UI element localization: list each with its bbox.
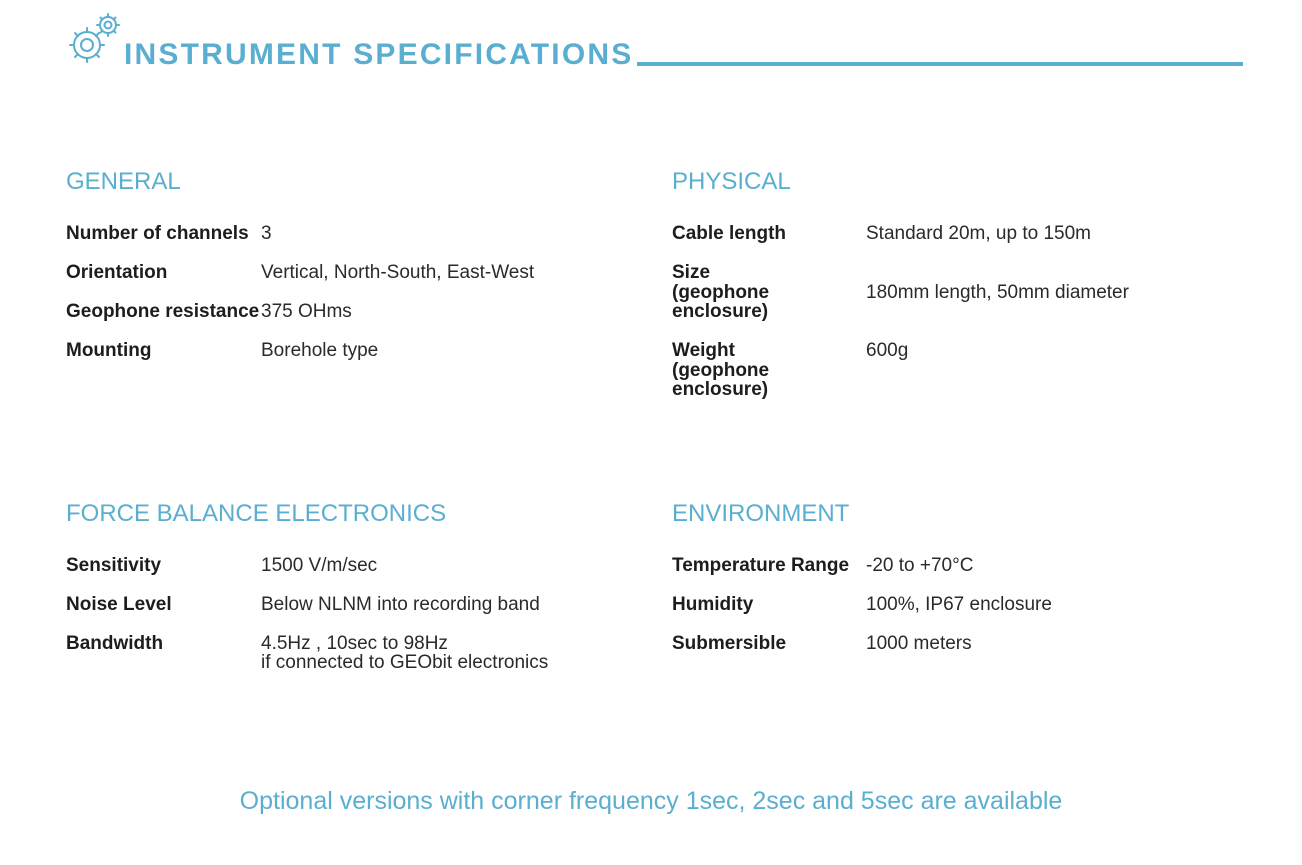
section-title-electronics: FORCE BALANCE ELECTRONICS bbox=[66, 500, 447, 527]
footer-note: Optional versions with corner frequency 1sec, 2sec and 5sec are available bbox=[239, 787, 1063, 815]
spec-value: 600g bbox=[866, 340, 909, 361]
spec-value: if connected to GEObit electronics bbox=[261, 652, 549, 673]
spec-value: -20 to +70°C bbox=[866, 555, 974, 576]
page-header bbox=[64, 10, 1244, 70]
section-general bbox=[66, 168, 626, 388]
section-title-physical: PHYSICAL bbox=[672, 168, 791, 195]
spec-value: Below NLNM into recording band bbox=[261, 594, 540, 615]
section-electronics bbox=[66, 500, 646, 680]
spec-value: 1500 V/m/sec bbox=[261, 555, 378, 576]
page-title: INSTRUMENT SPECIFICATIONS bbox=[124, 38, 634, 71]
section-title-general: GENERAL bbox=[66, 168, 181, 195]
spec-label: Temperature Range bbox=[672, 555, 850, 576]
spec-label: Noise Level bbox=[66, 594, 172, 615]
spec-label: Size bbox=[672, 262, 711, 283]
gears-icon bbox=[64, 10, 124, 68]
spec-value: 180mm length, 50mm diameter bbox=[866, 282, 1129, 303]
spec-label: Submersible bbox=[672, 633, 787, 654]
spec-label: Mounting bbox=[66, 340, 152, 361]
spec-value: 1000 meters bbox=[866, 633, 972, 654]
spec-value: 375 OHms bbox=[261, 301, 352, 322]
spec-value: 4.5Hz , 10sec to 98Hz bbox=[261, 633, 448, 654]
spec-label: Geophone resistance bbox=[66, 301, 260, 322]
spec-label: enclosure) bbox=[672, 379, 769, 400]
spec-label: Sensitivity bbox=[66, 555, 162, 576]
spec-label: (geophone bbox=[672, 282, 770, 303]
spec-label: Number of channels bbox=[66, 223, 249, 244]
spec-value: Standard 20m, up to 150m bbox=[866, 223, 1091, 244]
spec-label: Cable length bbox=[672, 223, 787, 244]
section-title-environment: ENVIRONMENT bbox=[672, 500, 850, 527]
spec-label: Orientation bbox=[66, 262, 168, 283]
spec-value: 3 bbox=[261, 223, 272, 244]
spec-value: 100%, IP67 enclosure bbox=[866, 594, 1052, 615]
section-physical bbox=[672, 168, 1252, 408]
spec-value: Borehole type bbox=[261, 340, 379, 361]
spec-label: enclosure) bbox=[672, 301, 769, 322]
spec-label: (geophone bbox=[672, 360, 770, 381]
title-divider bbox=[637, 62, 1243, 66]
spec-value: Vertical, North-South, East-West bbox=[261, 262, 535, 283]
spec-label: Humidity bbox=[672, 594, 754, 615]
section-environment bbox=[672, 500, 1252, 680]
spec-label: Bandwidth bbox=[66, 633, 164, 654]
spec-label: Weight bbox=[672, 340, 735, 361]
